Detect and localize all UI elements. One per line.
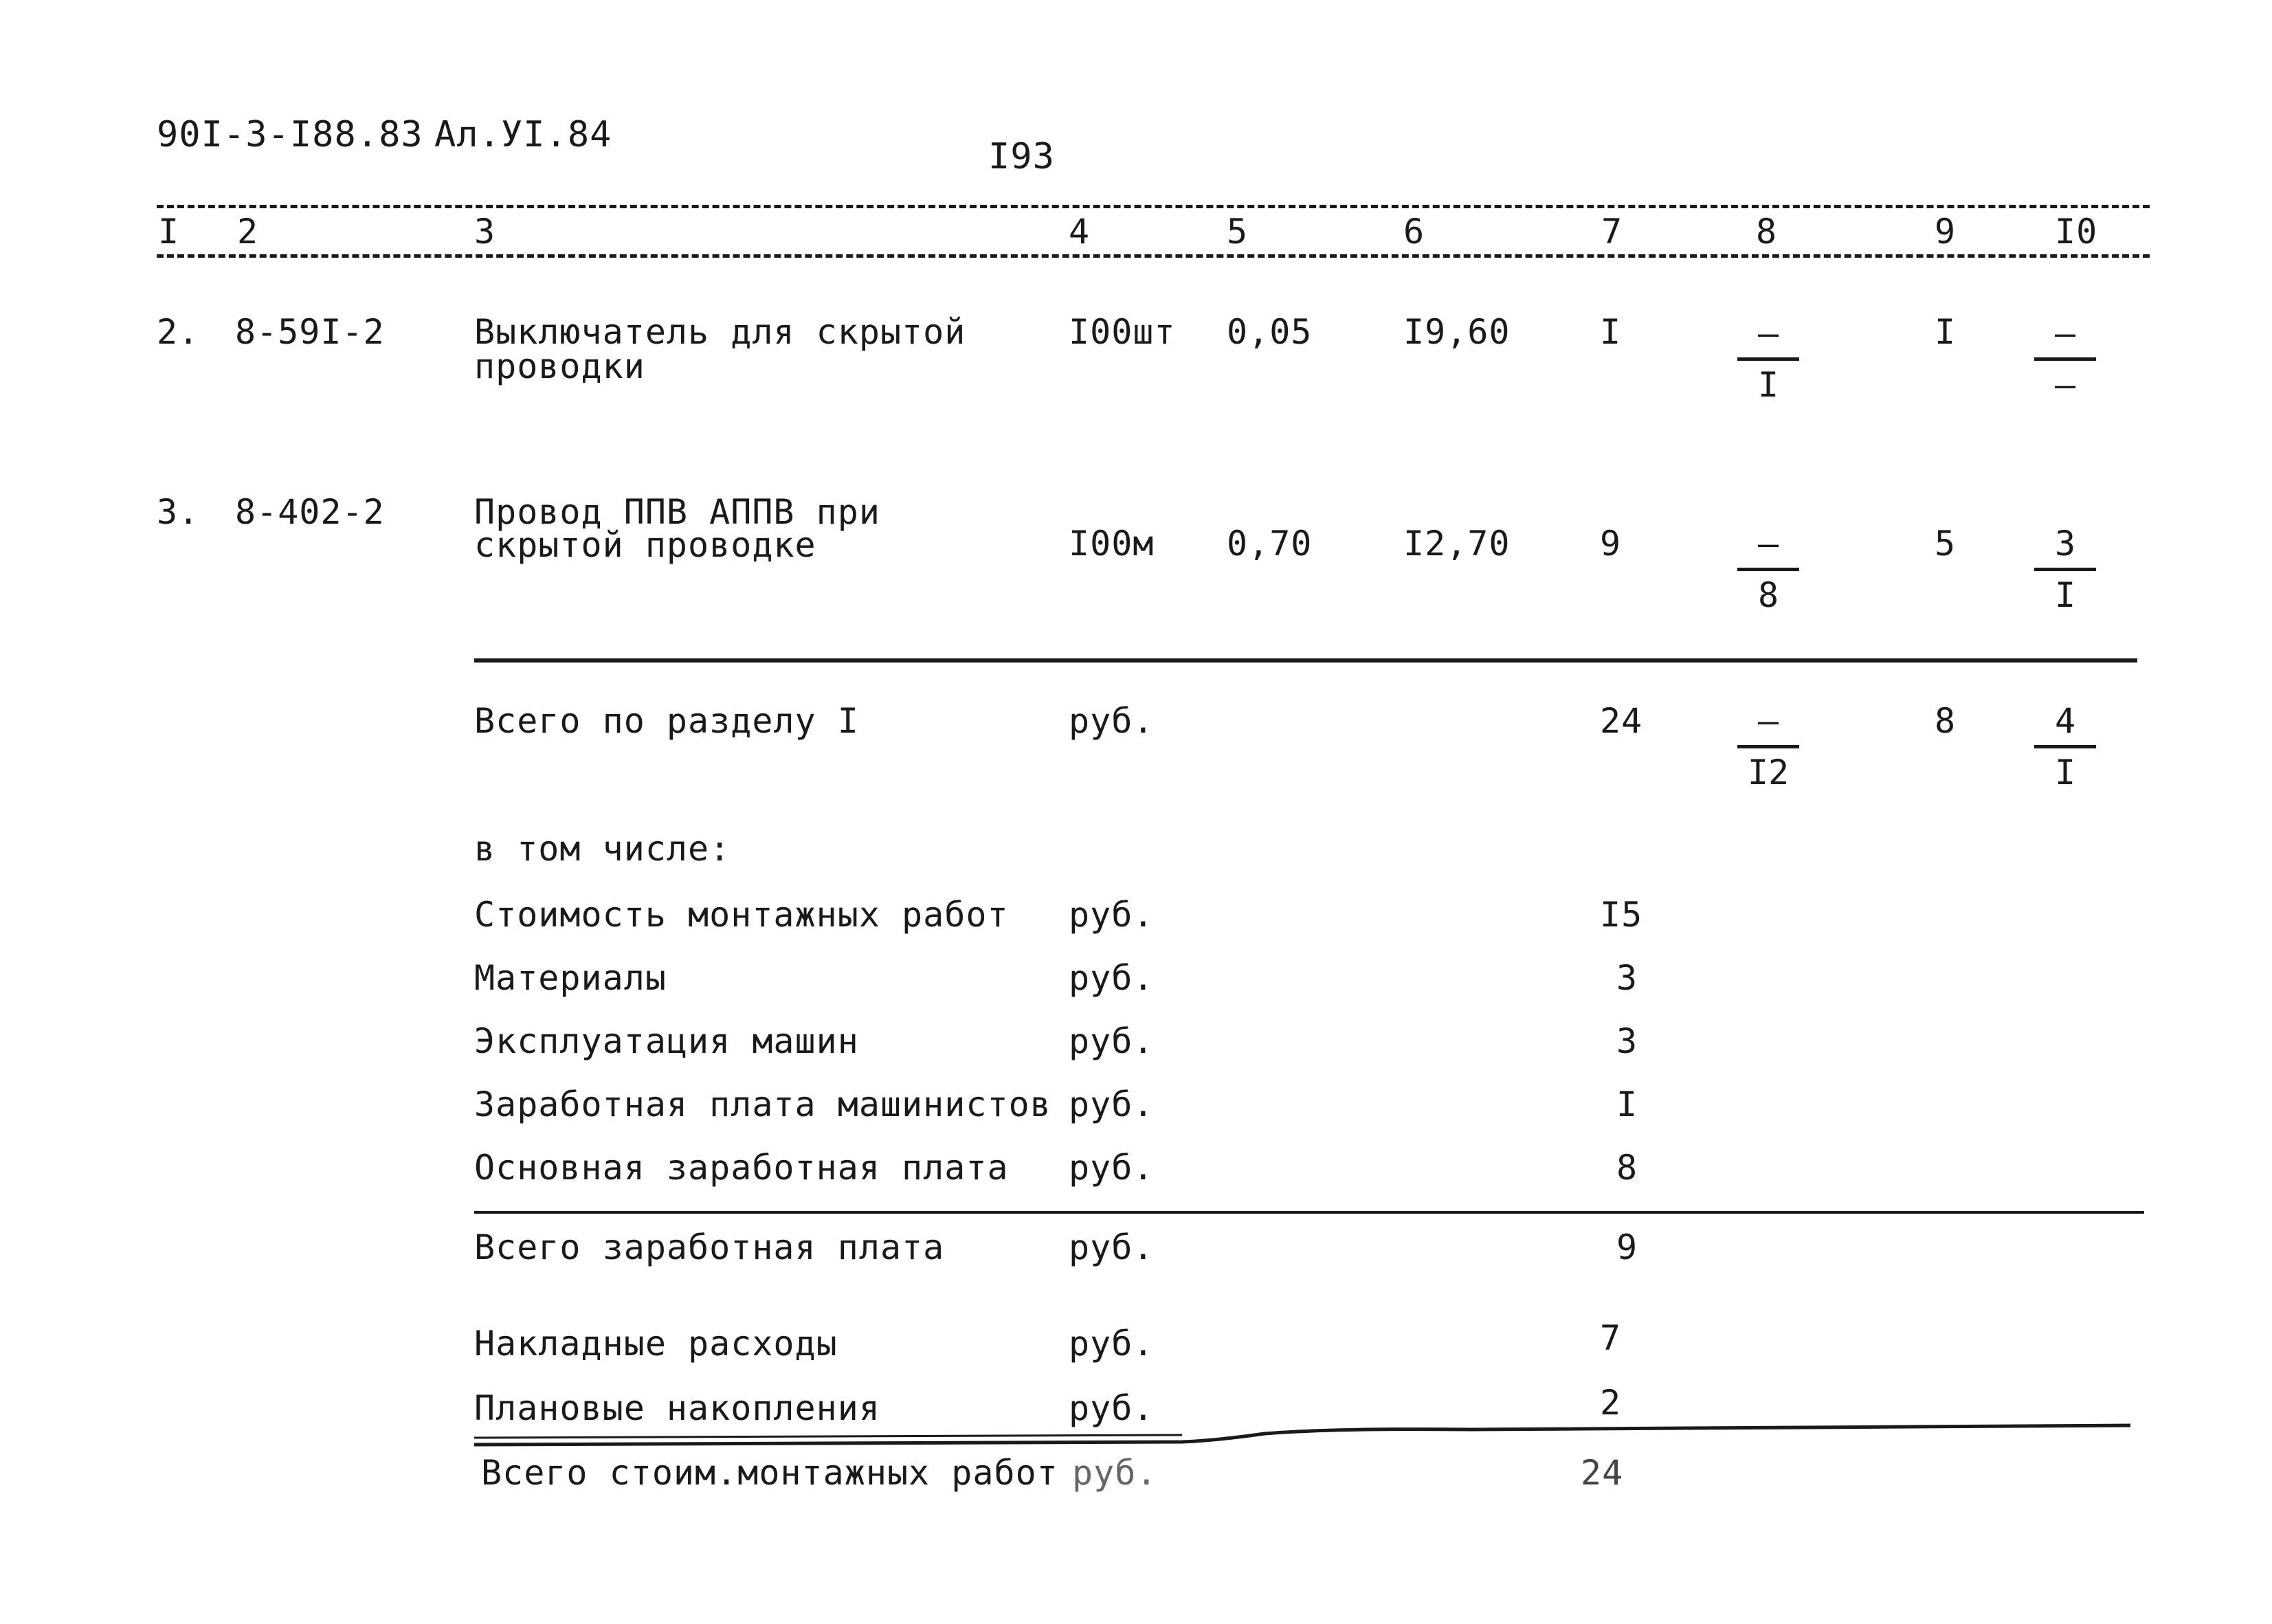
overhead-unit: руб. — [1069, 1324, 1155, 1364]
breakdown-value: I — [1616, 1084, 1638, 1124]
fraction-bar — [2034, 745, 2096, 748]
breakdown-value: 3 — [1616, 958, 1638, 998]
row-col10-fraction — [2034, 524, 2096, 615]
column-number: 5 — [1227, 212, 1249, 252]
wages-total-label: Всего заработная плата — [474, 1227, 945, 1267]
overhead-unit: руб. — [1069, 1388, 1155, 1428]
breakdown-label: Основная заработная плата — [474, 1148, 1009, 1188]
fraction-bar — [2034, 568, 2096, 571]
fraction-numerator: – — [1757, 313, 1779, 353]
row-name-line1: Выключатель для скрытой — [474, 312, 966, 352]
column-number: I — [158, 212, 180, 252]
breakdown-label: Материалы — [474, 958, 667, 998]
row-unit: I00шт — [1069, 312, 1176, 352]
fraction-numerator: 3 — [2054, 524, 2076, 564]
overhead-value: 2 — [1600, 1383, 1622, 1423]
breakdown-label: Заработная плата машинистов — [474, 1084, 1051, 1124]
including-label: в том числе: — [474, 829, 731, 869]
row-number: 2. — [157, 312, 200, 352]
column-number: 8 — [1756, 212, 1778, 252]
breakdown-unit: руб. — [1069, 1021, 1155, 1061]
row-total: I — [1600, 312, 1622, 352]
section-total-rule — [474, 658, 2137, 663]
fraction-denominator: 8 — [1757, 575, 1779, 615]
grand-total-label: Всего стоим.монтажных работ — [481, 1453, 1058, 1493]
row-unit: I00м — [1069, 524, 1155, 564]
grand-total-value: 24 — [1581, 1453, 1624, 1493]
row-code: 8-59I-2 — [235, 312, 385, 352]
fraction-bar — [1737, 357, 1799, 361]
row-name-line2: скрытой проводке — [474, 525, 816, 565]
row-number: 3. — [157, 492, 200, 532]
section-total-label: Всего по разделу I — [474, 701, 859, 741]
fraction-denominator: I — [1757, 365, 1779, 405]
row-qty: 0,70 — [1227, 524, 1313, 564]
fraction-bar — [2034, 357, 2096, 361]
fraction-numerator: – — [2054, 313, 2076, 353]
wages-total-unit: руб. — [1069, 1227, 1155, 1267]
fraction-numerator: – — [1757, 524, 1779, 564]
column-number: I0 — [2055, 212, 2098, 252]
column-number: 7 — [1601, 212, 1623, 252]
section-col8-fraction — [1737, 701, 1799, 792]
row-code: 8-402-2 — [235, 492, 385, 532]
fraction-bar — [1737, 745, 1799, 748]
column-number: 3 — [474, 212, 496, 252]
overhead-label: Плановые накопления — [474, 1388, 880, 1428]
row-total: 9 — [1600, 524, 1622, 564]
header-bottom-rule — [157, 254, 2150, 258]
document-code: 90I-3-I88.83 — [157, 114, 423, 155]
breakdown-unit: руб. — [1069, 1084, 1155, 1124]
row-price: I2,70 — [1403, 524, 1511, 564]
row-name-line2: проводки — [474, 346, 645, 386]
row-col10-fraction — [2034, 313, 2096, 405]
row-price: I9,60 — [1403, 312, 1511, 352]
section-total-unit: руб. — [1069, 701, 1155, 741]
grand-total-unit: руб. — [1072, 1453, 1158, 1493]
column-number: 9 — [1935, 212, 1957, 252]
fraction-denominator: I — [2054, 575, 2076, 615]
page-number: I93 — [988, 136, 1055, 177]
breakdown-value: 8 — [1616, 1148, 1638, 1188]
breakdown-unit: руб. — [1069, 1148, 1155, 1188]
row-col9: I — [1935, 312, 1957, 352]
header-top-rule — [157, 205, 2150, 208]
row-qty: 0,05 — [1227, 312, 1313, 352]
wages-total-value: 9 — [1616, 1227, 1638, 1267]
row-col9: 5 — [1935, 524, 1957, 564]
fraction-denominator: – — [2054, 365, 2076, 405]
wages-total-rule — [474, 1211, 2144, 1214]
fraction-numerator: 4 — [2054, 701, 2076, 741]
breakdown-unit: руб. — [1069, 958, 1155, 998]
fraction-denominator: I — [2054, 753, 2076, 792]
overhead-label: Накладные расходы — [474, 1324, 838, 1364]
column-number: 4 — [1069, 212, 1091, 252]
fraction-denominator: I2 — [1747, 753, 1790, 792]
row-name-line1: Провод ППВ АППВ при — [474, 492, 880, 532]
section-col10-fraction — [2034, 701, 2096, 792]
breakdown-label: Стоимость монтажных работ — [474, 895, 1009, 935]
column-number: 6 — [1403, 212, 1425, 252]
album-code: Ал.УI.84 — [434, 114, 612, 155]
section-col9: 8 — [1935, 701, 1957, 741]
grand-total-rule — [467, 1402, 2144, 1450]
fraction-numerator: – — [1757, 701, 1779, 741]
breakdown-value: I5 — [1600, 895, 1643, 935]
section-total-value: 24 — [1600, 701, 1643, 741]
row-col8-fraction — [1737, 524, 1799, 615]
breakdown-unit: руб. — [1069, 895, 1155, 935]
breakdown-value: 3 — [1616, 1021, 1638, 1061]
fraction-bar — [1737, 568, 1799, 571]
row-col8-fraction — [1737, 313, 1799, 405]
overhead-value: 7 — [1600, 1318, 1622, 1358]
breakdown-label: Эксплуатация машин — [474, 1021, 859, 1061]
column-number: 2 — [237, 212, 259, 252]
